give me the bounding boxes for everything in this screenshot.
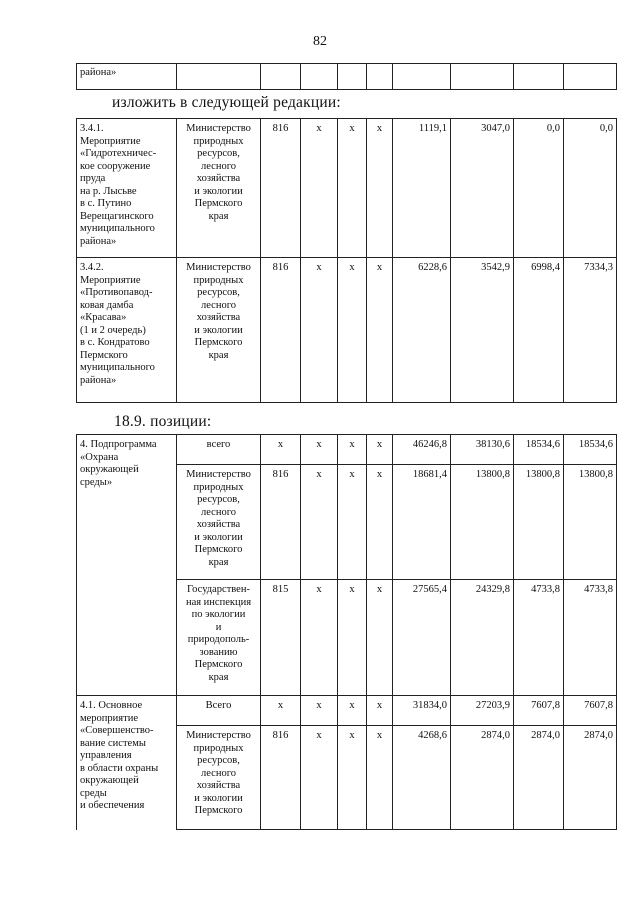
cell-value: 13800,8 <box>514 465 564 580</box>
cell-x: х <box>301 119 338 258</box>
cell-value: 7607,8 <box>514 696 564 726</box>
cell-x: х <box>338 696 367 726</box>
page-number: 82 <box>313 34 327 49</box>
cell-executor: Министерство природных ресурсов, лесного хозяйства и экологии Пермского края <box>177 465 261 580</box>
table-row <box>77 435 617 465</box>
table-row <box>77 258 617 403</box>
cell-executor: Министерство природных ресурсов, лесного хозяйства и экологии Пермского края <box>177 258 261 403</box>
cell-value: 4733,8 <box>564 580 617 696</box>
cell-value: 18534,6 <box>514 435 564 465</box>
cell-x: х <box>301 580 338 696</box>
cell-executor: Министерство природных ресурсов, лесного хозяйства и экологии Пермского края <box>177 119 261 258</box>
cell-code: 816 <box>261 726 301 830</box>
cell-x: х <box>338 580 367 696</box>
cell-x: х <box>301 258 338 403</box>
cell-value: 27203,9 <box>451 696 514 726</box>
cell-value: 38130,6 <box>451 435 514 465</box>
cell-value: 7607,8 <box>564 696 617 726</box>
cell-x: х <box>338 119 367 258</box>
cell-value: 31834,0 <box>393 696 451 726</box>
cell-name: района» <box>77 64 177 90</box>
cell-value: 2874,0 <box>451 726 514 830</box>
cell-value: 13800,8 <box>564 465 617 580</box>
cell-value: 13800,8 <box>451 465 514 580</box>
cell-x: х <box>301 726 338 830</box>
cell-value: 2874,0 <box>564 726 617 830</box>
cell-name: 4. Подпрограмма «Охрана окружающей среды» <box>77 435 177 696</box>
cell-x: х <box>338 258 367 403</box>
cell-value: 3047,0 <box>451 119 514 258</box>
cell-code: 815 <box>261 580 301 696</box>
positions-phrase: 18.9. позиции: <box>114 413 212 430</box>
cell-value: 24329,8 <box>451 580 514 696</box>
table-edition <box>76 118 617 403</box>
cell-x: х <box>367 696 393 726</box>
cell-x: х <box>367 435 393 465</box>
cell-x: х <box>367 580 393 696</box>
cell-x: х <box>301 465 338 580</box>
cell-executor: всего <box>177 435 261 465</box>
cell-x: х <box>301 435 338 465</box>
table-row <box>77 696 617 726</box>
cell-value: 18681,4 <box>393 465 451 580</box>
cell-value: 2874,0 <box>514 726 564 830</box>
cell-x: х <box>367 258 393 403</box>
cell-executor: Министерство природных ресурсов, лесного хозяйства и экологии Пермского <box>177 726 261 830</box>
cell-value: 3542,9 <box>451 258 514 403</box>
cell-code: 816 <box>261 465 301 580</box>
cell-x: х <box>338 435 367 465</box>
table-continuation <box>76 63 617 90</box>
cell-x: х <box>367 465 393 580</box>
cell-x: х <box>338 726 367 830</box>
cell-value: 27565,4 <box>393 580 451 696</box>
cell-value: 0,0 <box>514 119 564 258</box>
cell-x: х <box>367 119 393 258</box>
cell-value: 46246,8 <box>393 435 451 465</box>
table-positions <box>76 434 617 830</box>
table-row <box>77 119 617 258</box>
cell-code: х <box>261 435 301 465</box>
cell-value: 0,0 <box>564 119 617 258</box>
cell-name: 4.1. Основное мероприятие «Совершенство- вание системы управления в области охраны окружающей среды и обеспечения <box>77 696 177 830</box>
cell-executor: Всего <box>177 696 261 726</box>
cell-name: 3.4.2. Мероприятие «Противопавод- ковая дамба «Красава» (1 и 2 очередь) в с. Кондратово Пермского муниципального района» <box>77 258 177 403</box>
cell-code: х <box>261 696 301 726</box>
cell-executor: Государствен- ная инспекция по экологии и природополь- зованию Пермского края <box>177 580 261 696</box>
cell-code: 816 <box>261 258 301 403</box>
cell-value: 7334,3 <box>564 258 617 403</box>
cell-value: 4733,8 <box>514 580 564 696</box>
cell-name: 3.4.1. Мероприятие «Гидротехничес- кое сооружение пруда на р. Лысьве в с. Путино Верещагинского муниципального района» <box>77 119 177 258</box>
cell-x: х <box>338 465 367 580</box>
cell-value: 6228,6 <box>393 258 451 403</box>
cell-value: 6998,4 <box>514 258 564 403</box>
cell-code: 816 <box>261 119 301 258</box>
cell-x: х <box>301 696 338 726</box>
table-row <box>77 64 617 90</box>
cell-value: 1119,1 <box>393 119 451 258</box>
cell-value: 4268,6 <box>393 726 451 830</box>
edition-phrase: изложить в следующей редакции: <box>112 94 341 111</box>
cell-x: х <box>367 726 393 830</box>
cell-value: 18534,6 <box>564 435 617 465</box>
